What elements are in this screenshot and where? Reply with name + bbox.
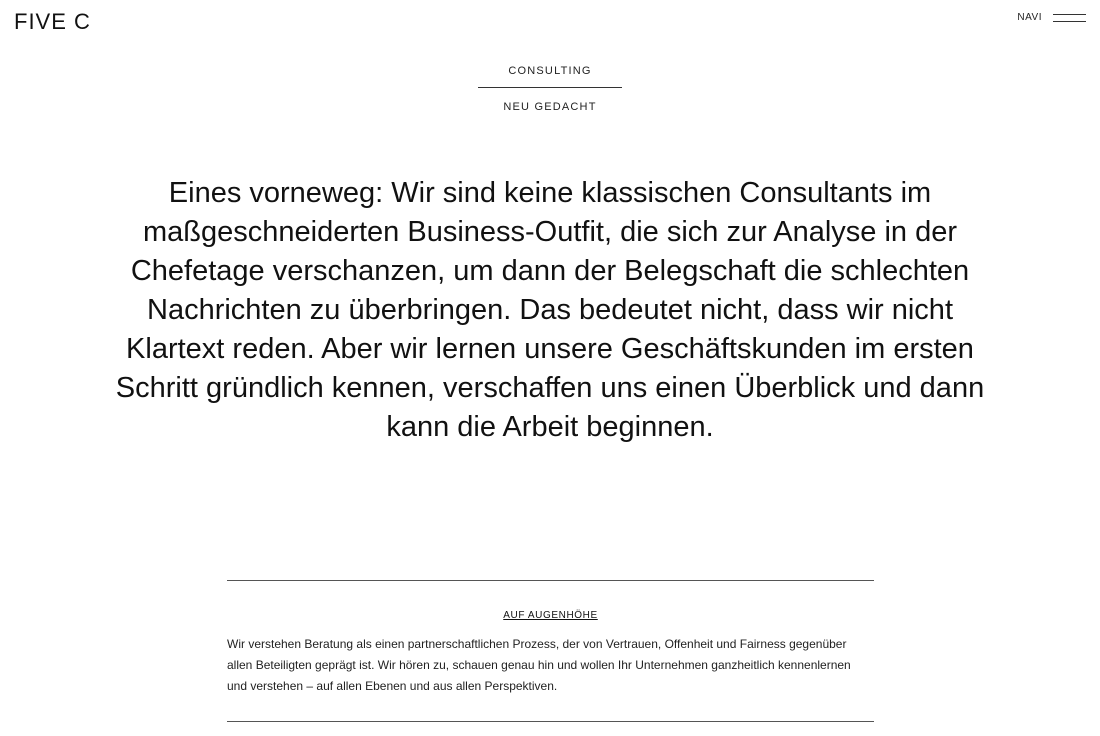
hamburger-line bbox=[1053, 14, 1086, 15]
section-divider-bottom bbox=[227, 721, 874, 722]
intro-text: Eines vorneweg: Wir sind keine klassischen Consultants im maßgeschneiderten Business-Outfit, die sich zur Analyse in der Chefetage verschanzen, um dann der Belegschaft die schlechten Nachrichten zu überbringen. Das bedeutet nicht, dass wir nicht Klartext reden. Aber wir lernen unsere Geschäftskunden im ersten Schritt gründlich kennen, verschaffen uns einen Überblick und dann kann die Arbeit beginnen. bbox=[115, 177, 985, 443]
kicker-consulting: CONSULTING bbox=[508, 65, 592, 77]
kicker-neu-gedacht: NEU GEDACHT bbox=[503, 101, 597, 113]
section-divider-top bbox=[227, 580, 874, 581]
navi-label: NAVI bbox=[1017, 12, 1042, 23]
section-heading: AUF AUGENHÖHE bbox=[503, 610, 598, 621]
logo[interactable]: FIVE C bbox=[14, 9, 91, 34]
navi-menu-button[interactable] bbox=[1017, 12, 1086, 23]
hamburger-line bbox=[1053, 21, 1086, 22]
kicker-divider bbox=[478, 87, 622, 88]
section-body: Wir verstehen Beratung als einen partnerschaftlichen Prozess, der von Vertrauen, Offenheit und Fairness gegenüber allen Beteiligten geprägt ist. Wir hören zu, schauen genau hin und wollen Ihr Unternehmen ganzheitlich kennenlernen und verstehen – auf allen Ebenen und aus allen Perspektiven. bbox=[227, 637, 851, 693]
hamburger-menu-icon bbox=[1053, 14, 1086, 22]
